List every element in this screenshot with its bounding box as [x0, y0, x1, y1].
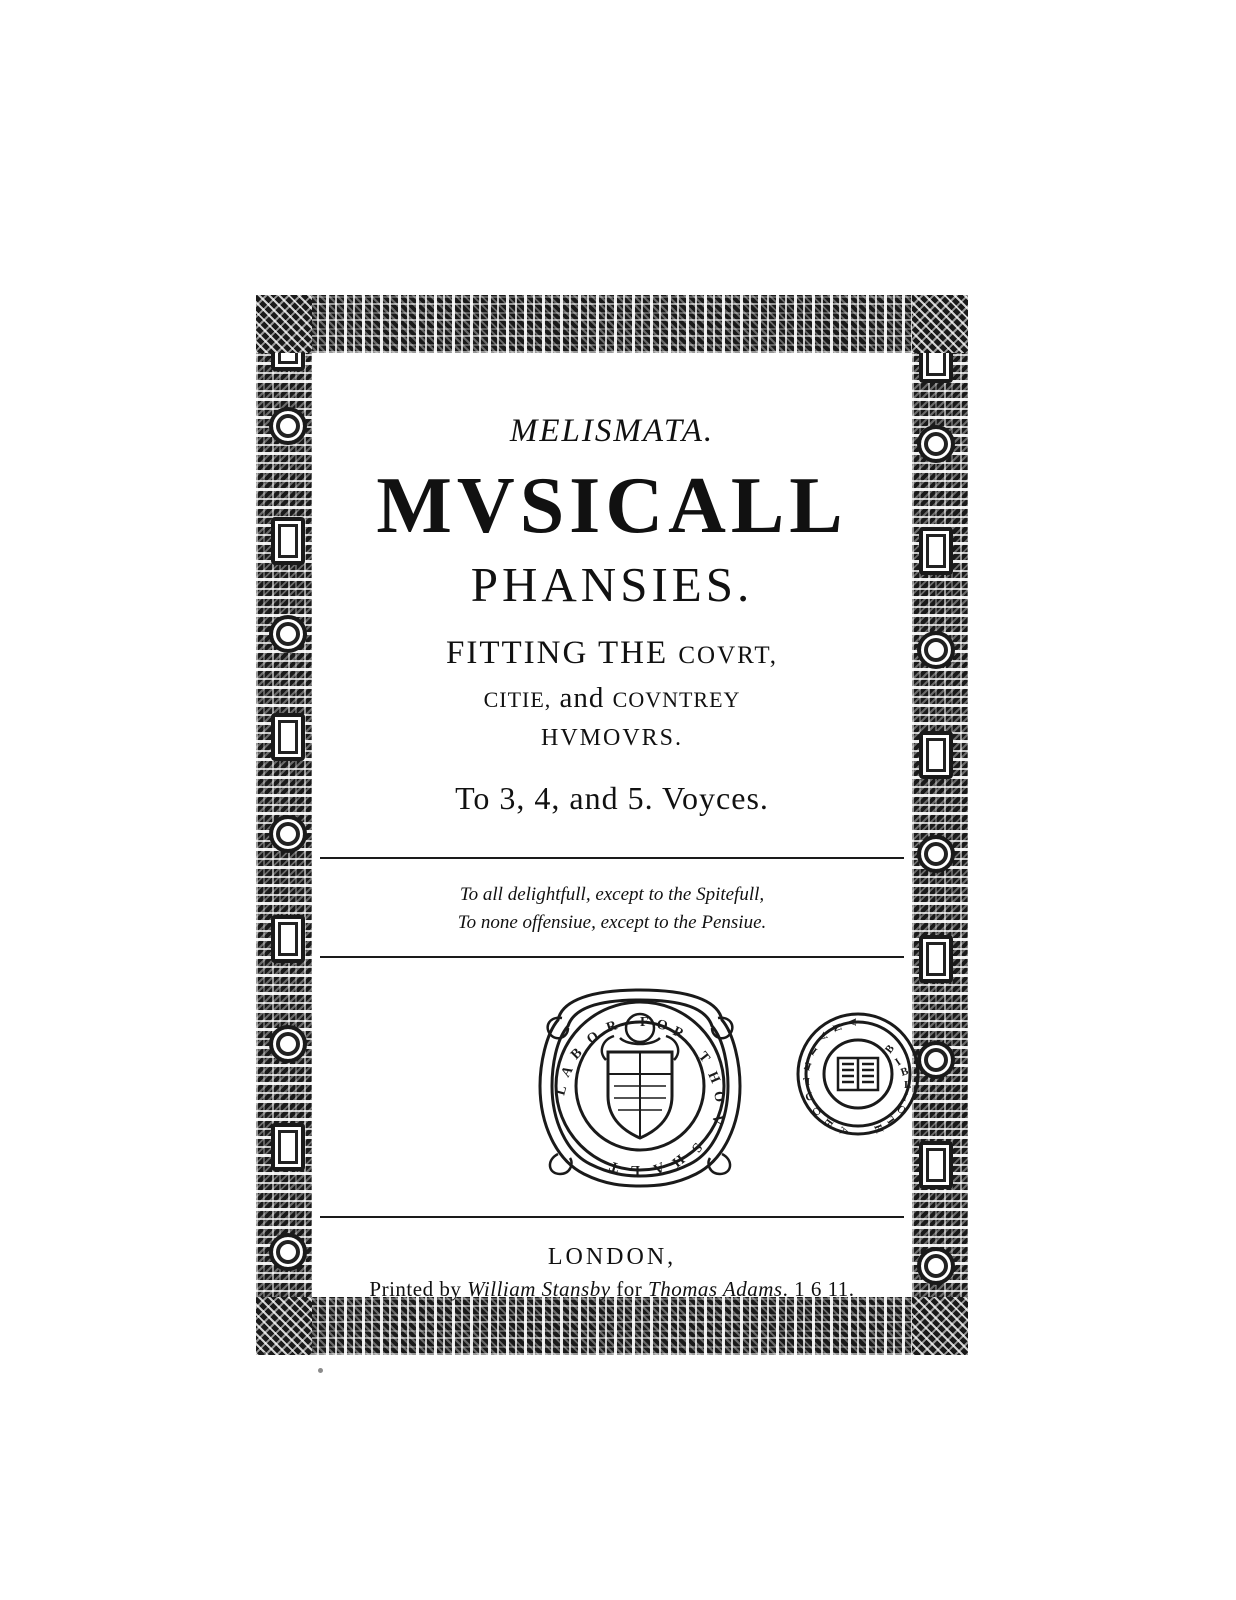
svg-text:A: A: [815, 1029, 831, 1044]
title-line-voyces: To 3, 4, and 5. Voyces.: [455, 780, 769, 816]
border-ornament: [917, 835, 955, 873]
countrey-word: COVNTREY: [612, 687, 741, 712]
svg-text:B: B: [820, 1116, 836, 1131]
fitting-main: FITTING THE: [446, 635, 679, 671]
title-line-phansies: PHANSIES.: [470, 557, 754, 612]
bodleian-library-stamp: [794, 1010, 922, 1138]
border-ornament: [271, 517, 305, 565]
svg-text:H: H: [704, 1069, 723, 1086]
svg-text:H: H: [668, 1150, 687, 1170]
border-corner-bottom-left: [256, 1297, 312, 1355]
border-band-bottom: [308, 1297, 916, 1355]
border-ornament: [271, 713, 305, 761]
scan-speck: [318, 1368, 323, 1373]
svg-text:L: L: [904, 1079, 913, 1092]
svg-text:T: T: [607, 1157, 622, 1175]
svg-text:A: A: [651, 1158, 667, 1177]
svg-text:A: A: [836, 1125, 851, 1138]
title-line-humours: HVMOVRS.: [540, 725, 684, 751]
title-line-fitting: [316, 635, 908, 672]
svg-text:B: B: [882, 1041, 898, 1056]
border-band-top: [308, 295, 916, 353]
border-band-left: [256, 295, 312, 1355]
border-ornament: [917, 425, 955, 463]
svg-text:H: H: [871, 1123, 886, 1137]
epigram-block: [316, 859, 908, 956]
title-line-musicall: MVSICALL: [376, 462, 848, 550]
title-panel: [316, 355, 913, 1302]
svg-text:T: T: [694, 1049, 713, 1066]
border-ornament: [919, 527, 953, 575]
citie-and: and: [551, 682, 613, 714]
imprint-for: for: [610, 1277, 649, 1302]
border-corner-top-left: [256, 295, 312, 353]
imprint-city: [316, 1244, 908, 1271]
border-ornament: [269, 615, 307, 653]
citie-word: CITIE,: [483, 687, 552, 712]
svg-text:N: N: [830, 1020, 845, 1034]
svg-text:L: L: [801, 1075, 810, 1088]
svg-text:O: O: [894, 1102, 910, 1119]
border-ornament: [271, 915, 305, 963]
imprint-year: . 1 6 11.: [782, 1277, 855, 1302]
svg-text:L: L: [630, 1162, 640, 1178]
svg-text:A: A: [558, 1063, 577, 1081]
border-ornament: [917, 1041, 955, 1079]
svg-text:F: F: [640, 1015, 649, 1031]
imprint-statement: [316, 1277, 908, 1302]
border-ornament: [917, 631, 955, 669]
epigram-line-1: To all delightfull, except to the Spitefull,: [459, 884, 765, 905]
horizontal-rule-3: [320, 1216, 904, 1218]
border-ornament: [917, 1247, 955, 1285]
svg-text:I: I: [901, 1091, 910, 1105]
printers-device: [528, 974, 752, 1198]
svg-text:A: A: [846, 1017, 859, 1027]
decorative-border-frame: [256, 295, 968, 1355]
border-ornament: [919, 731, 953, 779]
border-ornament: [919, 1141, 953, 1189]
svg-text:R: R: [604, 1018, 619, 1036]
title-line-citie: [316, 682, 908, 715]
border-ornament: [269, 407, 307, 445]
border-corner-bottom-right: [912, 1297, 968, 1355]
title-line-melismata: MELISMATA.: [509, 413, 715, 449]
svg-text:V: V: [708, 1113, 725, 1126]
imprint-printed-by: Printed by: [369, 1277, 468, 1302]
svg-text:D: D: [802, 1089, 815, 1104]
svg-text:E: E: [801, 1058, 813, 1073]
svg-text:B: B: [568, 1045, 586, 1063]
fitting-courts: COVRT,: [678, 642, 778, 669]
device-row: [316, 958, 913, 1216]
imprint-printer-name: William Stansby: [467, 1277, 611, 1302]
border-ornament: [271, 1123, 305, 1171]
border-band-right: [912, 295, 968, 1355]
border-ornament: [269, 1233, 307, 1271]
svg-text:I: I: [892, 1055, 905, 1069]
border-ornament: [919, 935, 953, 983]
svg-text:O: O: [710, 1090, 727, 1104]
svg-text:T: T: [883, 1114, 899, 1129]
border-ornament: [269, 815, 307, 853]
svg-text:O: O: [584, 1029, 602, 1048]
imprint-bookseller-name: Thomas Adams: [648, 1277, 783, 1302]
svg-text:I: I: [808, 1044, 820, 1058]
scan-speck: [263, 1352, 266, 1355]
border-ornament: [269, 1025, 307, 1063]
svg-text:O: O: [655, 1017, 669, 1035]
svg-text:B: B: [899, 1064, 911, 1079]
svg-text:R: R: [670, 1024, 686, 1043]
svg-text:L: L: [553, 1084, 571, 1098]
epigram-line-2: To none offensiue, except to the Pensiue.: [457, 911, 767, 933]
border-corner-top-right: [912, 295, 968, 353]
imprint-city-text: LONDON,: [547, 1244, 677, 1271]
svg-text:S: S: [688, 1139, 705, 1156]
svg-text:O: O: [808, 1103, 824, 1119]
